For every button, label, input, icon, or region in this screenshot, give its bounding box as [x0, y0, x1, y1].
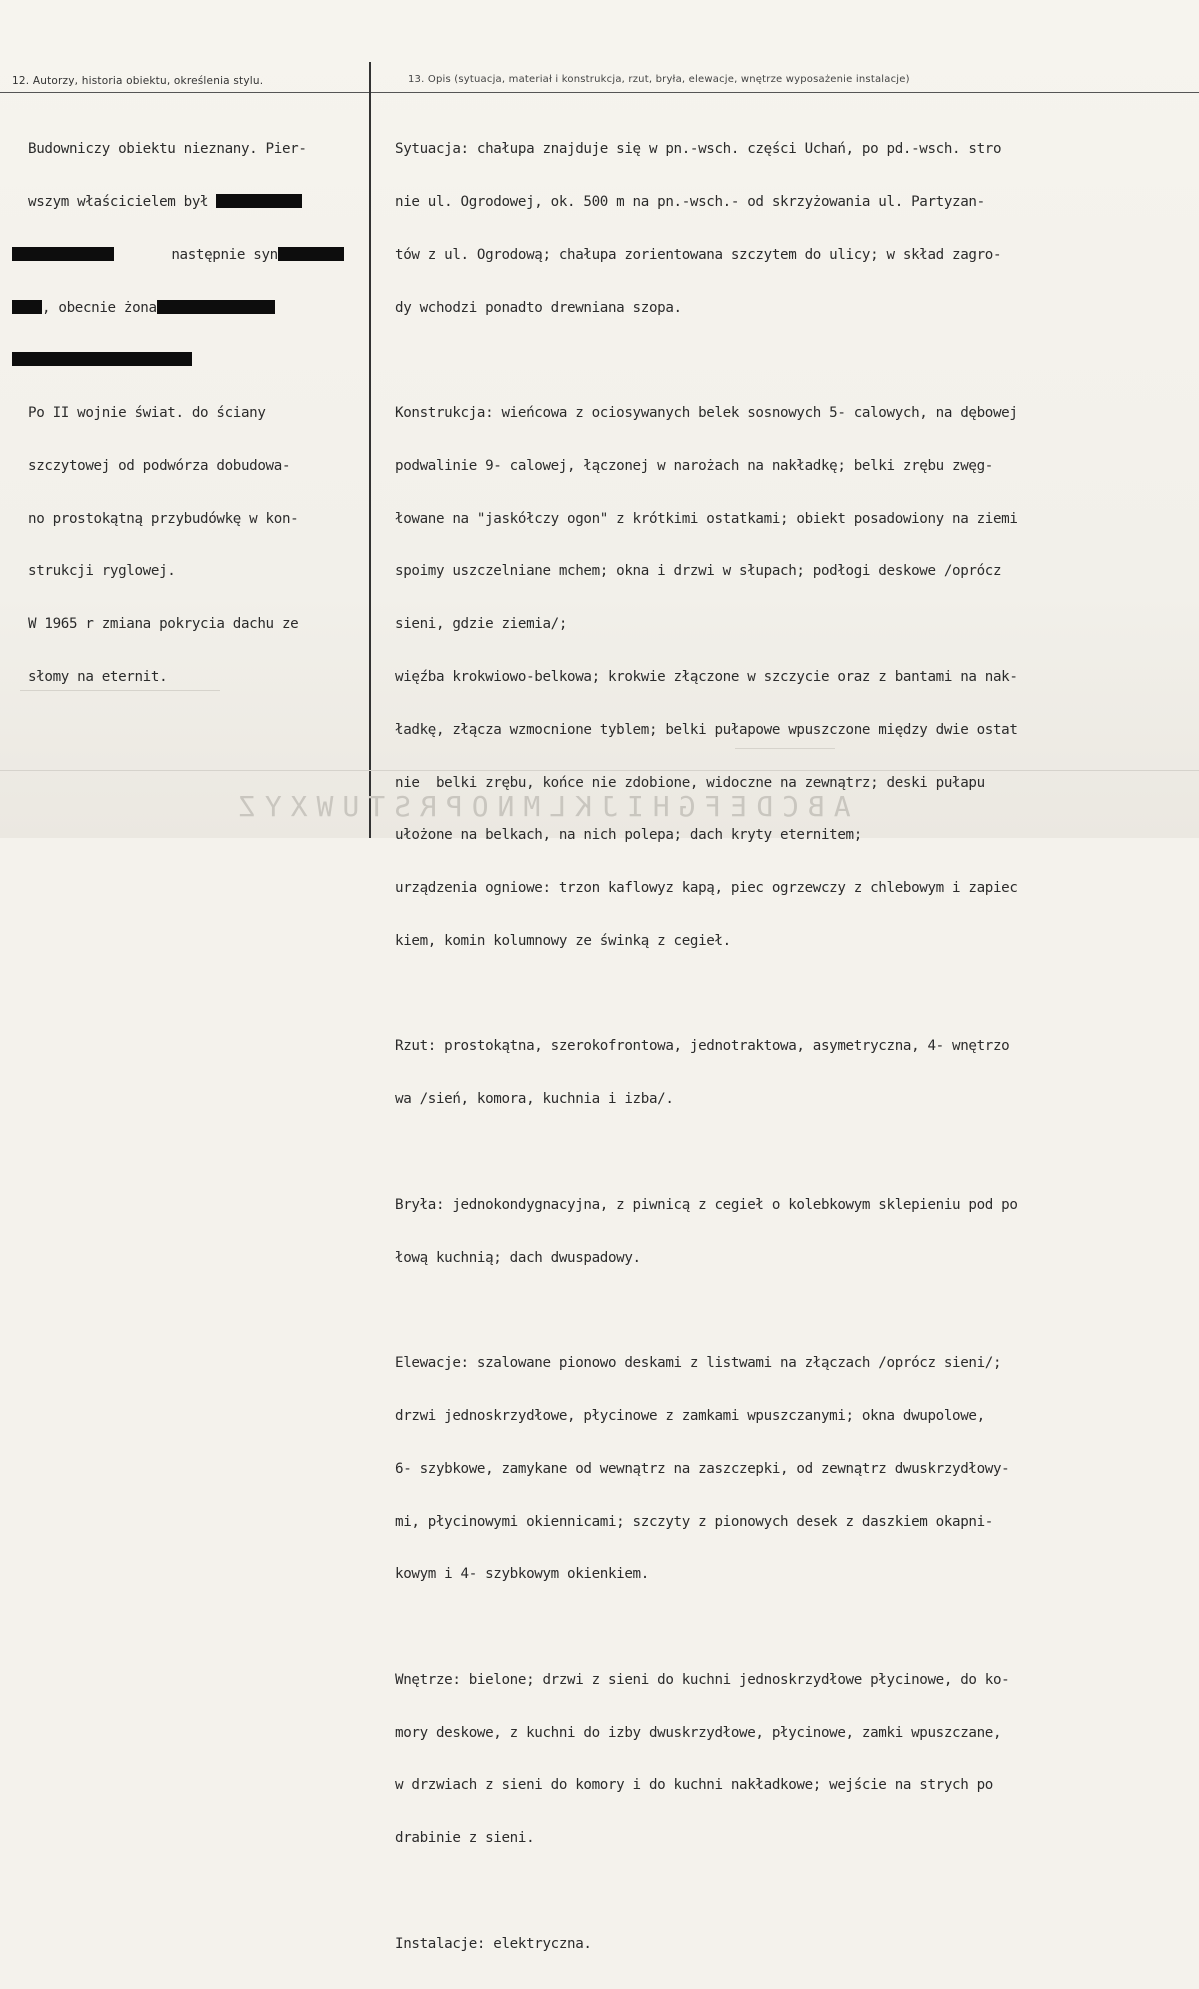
redaction-block — [12, 352, 192, 366]
text-line: W 1965 r zmiana pokrycia dachu ze — [28, 616, 299, 633]
section-13-heading: 13. Opis (sytuacja, materiał i konstrukcja, rzut, bryła, elewacje, wnętrze wyposażenie instalacje) — [408, 74, 910, 85]
spacer — [395, 1619, 1018, 1637]
text-line: , obecnie żona — [28, 300, 344, 318]
text-line: sieni, gdzie ziemia/; — [395, 616, 568, 633]
text-line: szczytowej od podwórza dobudowa- — [28, 457, 291, 474]
text-line: kiem, komin kolumnowy ze świnką z cegieł. — [395, 932, 731, 949]
faint-rule — [735, 748, 835, 749]
redaction-block — [12, 300, 42, 314]
text-line: mory deskowe, z kuchni do izby dwuskrzydłowe, płycinowe, zamki wpuszczane, — [395, 1724, 1002, 1741]
text-line: nie ul. Ogrodowej, ok. 500 m na pn.-wsch.- od skrzyżowania ul. Partyzan- — [395, 193, 985, 210]
column-divider — [369, 62, 371, 838]
text-line: następnie syn — [28, 247, 344, 265]
authors-history-text — [28, 106, 344, 722]
text-line: tów z ul. Ogrodową; chałupa zorientowana szczytem do ulicy; w skład zagro- — [395, 246, 1002, 263]
text-line: drzwi jednoskrzydłowe, płycinowe z zamkami wpuszczanymi; okna dwupolowe, — [395, 1407, 985, 1424]
text-line: Konstrukcja: wieńcowa z ociosywanych belek sosnowych 5- calowych, na dębowej — [395, 405, 1018, 422]
text-line: urządzenia ogniowe: trzon kaflowyz kapą, piec ogrzewczy z chlebowym i zapiec — [395, 880, 1018, 897]
section-12-heading: 12. Autorzy, historia obiektu, określenia stylu. — [12, 75, 264, 87]
text-line: no prostokątną przybudówkę w kon- — [28, 510, 299, 527]
redaction-block — [12, 247, 114, 261]
text-line: Rzut: prostokątna, szerokofrontowa, jednotraktowa, asymetryczna, 4- wnętrzo — [395, 1038, 1010, 1055]
text-line: wa /sień, komora, kuchnia i izba/. — [395, 1091, 674, 1108]
show-through-alphabet: ABCDEFGHIJKLMNOPRSTUWXYZ — [230, 790, 851, 823]
text-line: więźba krokwiowo-belkowa; krokwie złączone w szczycie oraz z bantami na nak- — [395, 669, 1018, 685]
text-line: wszym właścicielem był — [28, 194, 344, 212]
text-line: łowane na "jaskółczy ogon" z krótkimi ostatkami; obiekt posadowiony na ziemi — [395, 510, 1018, 527]
text-line: Wnętrze: bielone; drzwi z sieni do kuchni jednoskrzydłowe płycinowe, do ko- — [395, 1671, 1010, 1688]
redaction-block — [216, 194, 302, 208]
text-line: łową kuchnią; dach dwuspadowy. — [395, 1249, 641, 1266]
text-line: dy wchodzi ponadto drewniana szopa. — [395, 299, 682, 316]
text-line: w drzwiach z sieni do komory i do kuchni nakładkowe; wejście na strych po — [395, 1777, 993, 1794]
text-line — [28, 352, 344, 370]
text-line: strukcji ryglowej. — [28, 563, 176, 580]
text-line: drabinie z sieni. — [395, 1830, 535, 1847]
text-line: Po II wojnie świat. do ściany — [28, 405, 266, 422]
faint-rule — [0, 770, 1199, 771]
redaction-block — [278, 247, 344, 261]
redaction-block — [157, 300, 275, 314]
spacer — [395, 986, 1018, 1004]
spacer — [395, 352, 1018, 370]
text-line: podwalinie 9- calowej, łączonej w narożach na nakładkę; belki zrębu zwęg- — [395, 457, 993, 474]
text-line: słomy na eternit. — [28, 669, 168, 685]
text-line: kowym i 4- szybkowym okienkiem. — [395, 1566, 649, 1583]
text-line: spoimy uszczelniane mchem; okna i drzwi w słupach; podłogi deskowe /oprócz — [395, 563, 1002, 580]
text-line: mi, płycinowymi okiennicami; szczyty z pionowych desek z daszkiem okapni- — [395, 1513, 993, 1530]
text-line: nie belki zrębu, końce nie zdobione, widoczne na zewnątrz; deski pułapu — [395, 774, 985, 791]
spacer — [395, 1302, 1018, 1320]
description-text — [395, 106, 1018, 1989]
text-line: Instalacje: elektryczna. — [395, 1935, 592, 1952]
spacer — [395, 1883, 1018, 1901]
text-line: 6- szybkowe, zamykane od wewnątrz na zaszczepki, od zewnątrz dwuskrzydłowy- — [395, 1460, 1010, 1477]
text-line: Sytuacja: chałupa znajduje się w pn.-wsch. części Uchań, po pd.-wsch. stro — [395, 141, 1002, 158]
text-line: Budowniczy obiektu nieznany. Pier- — [28, 141, 307, 158]
text-line: ułożone na belkach, na nich polepa; dach kryty eternitem; — [395, 827, 862, 844]
text-line: ładkę, złącza wzmocnione tyblem; belki pułapowe wpuszczone między dwie ostat — [395, 721, 1018, 738]
faint-rule — [20, 690, 220, 691]
text-line: Elewacje: szalowane pionowo deskami z listwami na złączach /oprócz sieni/; — [395, 1355, 1002, 1372]
text-line: Bryła: jednokondygnacyjna, z piwnicą z cegieł o kolebkowym sklepieniu pod po — [395, 1196, 1018, 1213]
header-rule — [0, 92, 1199, 93]
spacer — [395, 1144, 1018, 1162]
